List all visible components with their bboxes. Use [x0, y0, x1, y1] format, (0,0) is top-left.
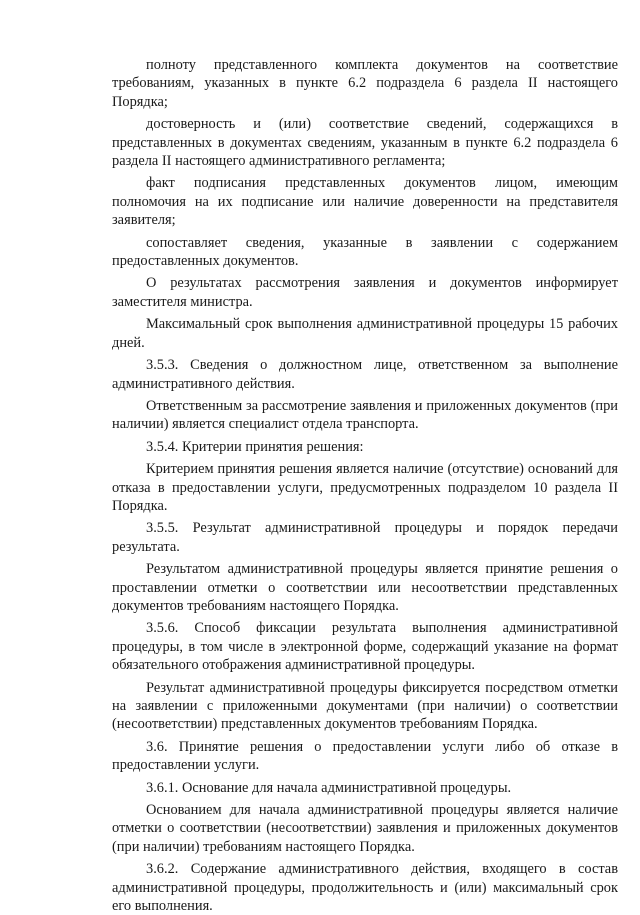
paragraph-responsible-person: Ответственным за рассмотрение заявления и приложенных документов (при наличии) является специалист отдела транспорта. — [112, 397, 618, 433]
paragraph-check-reliability: достоверность и (или) соответствие сведений, содержащихся в представленных в документах сведениям, указанным в пункте 6.2 подраздела 6 раздела II настоящего административного регламента; — [112, 116, 618, 170]
paragraph-3-6-2: 3.6.2. Содержание административного действия, входящего в состав административной процедуры, продолжительность и (или) максимальный срок его выполнения. — [112, 861, 618, 915]
paragraph-compare-data: сопоставляет сведения, указанные в заявлении с содержанием предоставленных документов. — [112, 234, 618, 270]
paragraph-inform-deputy: О результатах рассмотрения заявления и документов информирует заместителя министра. — [112, 275, 618, 310]
paragraph-result-fixation: Результат административной процедуры фиксируется посредством отметки на заявлении с приложенными документами (при наличии) о соответствии (несоответствии) представленных документов требованиям Порядка. — [112, 679, 618, 733]
paragraph-procedure-result: Результатом административной процедуры является принятие решения о проставлении отметки о соответствии или несоответствии представленных документов требованиям настоящего Порядка. — [112, 561, 618, 614]
paragraph-3-5-4: 3.5.4. Критерии принятия решения: — [146, 438, 364, 455]
paragraph-procedure-basis: Основанием для начала административной процедуры является наличие отметки о соответствии (несоответствии) заявления и приложенных документов (при наличии) требованиям настоящего Порядка. — [112, 802, 618, 855]
paragraph-3-5-5: 3.5.5. Результат административной процедуры и порядок передачи результата. — [112, 520, 618, 555]
paragraph-3-6-1: 3.6.1. Основание для начала административной процедуры. — [146, 779, 512, 796]
paragraph-max-duration: Максимальный срок выполнения административной процедуры 15 рабочих дней. — [112, 316, 618, 351]
paragraph-3-5-3: 3.5.3. Сведения о должностном лице, ответственном за выполнение административного действия. — [112, 357, 618, 392]
paragraph-check-signature: факт подписания представленных документов лицом, имеющим полномочия на их подписание или наличие доверенности на представителя заявителя; — [112, 175, 618, 229]
paragraph-3-6: 3.6. Принятие решения о предоставлении услуги либо об отказе в предоставлении услуги. — [112, 738, 618, 774]
paragraph-3-5-6: 3.5.6. Способ фиксации результата выполнения административной процедуры, в том числе в электронной форме, содержащий указание на формат обязательного отображения административной процедуры. — [112, 620, 618, 674]
paragraph-check-completeness: полноту представленного комплекта документов на соответствие требованиям, указанных в пункте 6.2 подраздела 6 раздела II настоящего Порядка; — [112, 57, 618, 110]
paragraph-decision-criterion: Критерием принятия решения является наличие (отсутствие) оснований для отказа в предоставлении услуги, предусмотренных подразделом 10 раздела II Порядка. — [112, 461, 618, 514]
